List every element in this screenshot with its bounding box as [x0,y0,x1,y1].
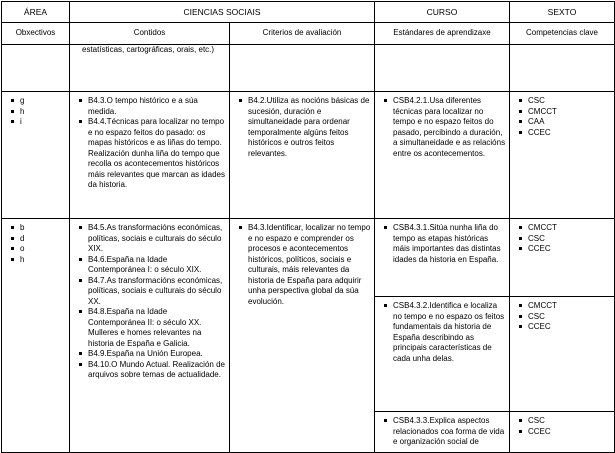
content-item: B4.8.España na Idade Contemporánea II: o século XX. Mulleres e homes relevantes na historia de España e Galicia. [79,307,226,349]
competence-item: CMCCT [519,223,611,234]
contents-continuation: estatísticas, cartográficas, orais, etc.) [82,45,215,54]
competences-list [513,96,611,138]
standard-item: CSB4.3.1.Sitúa nunha liña do tempo as etapas históricas máis importantes das distintas idades da historia en España. [384,223,506,265]
competence-item: CSC [519,416,611,427]
objective-item: i [11,117,66,128]
contents-cell [70,92,230,219]
standards-header: Estándares de aprendizaxe [375,23,510,45]
standard-item: CSB4.2.1.Usa diferentes técnicas para localizar no tempo e no espazo feitos do pasado, percibindo a duración, a simultaneidade e as relacións entre os acontecementos. [384,96,506,159]
standard-item: CSB4.3.2.Identifica e localiza no tempo e no espazo os feitos fundamentais da historia de España describindo as principais características de cada unha delas. [384,301,506,364]
standards-cell [375,92,510,219]
criterion-item: B4.3.Identificar, localizar no tempo e no espazo e comprender os procesos e acontecementos históricos, políticos, sociais e culturais, máis relevantes da historia de España para adquirir unha perspectiva global da súa evolución. [239,223,371,307]
competence-item: CMCCT [519,301,611,312]
objective-item: o [11,244,66,255]
standards-cell [375,219,510,297]
objective-item: h [11,107,66,118]
competences-list [513,223,611,255]
content-item: B4.9.España na Unión Europea. [79,349,226,360]
content-item: B4.5.As transformacións económicas, políticas, sociais e culturais do século XIX. [79,223,226,255]
objectives-list [5,96,66,128]
objectives-cell [2,219,70,453]
continuation-row [2,45,615,92]
subject-title: CIENCIAS SOCIAIS [70,2,375,23]
competence-item: CSC [519,96,611,107]
standards-list [378,223,506,265]
contents-header: Contidos [70,23,230,45]
course-label: CURSO [375,2,510,23]
competences-cell [510,92,615,219]
standards-cell [375,297,510,412]
area-label: ÁREA [2,2,70,23]
competences-list [513,416,611,437]
criteria-header: Criterios de avaliación [230,23,375,45]
competence-item: CSC [519,312,611,323]
objective-item: g [11,96,66,107]
objectives-list [5,223,66,265]
standards-list [378,416,506,448]
criteria-list [233,223,371,307]
competence-item: CCEC [519,322,611,333]
competences-cell [510,412,615,453]
competence-item: CAA [519,117,611,128]
objectives-header: Obxectivos [2,23,70,45]
content-item: B4.4.Técnicas para localizar no tempo e no espazo feitos do pasado: os mapas históricos e as liñas do tempo. Realización dunha liña do tempo que recolla os acontecementos históricos máis relevantes que marcan as idades da historia. [79,117,226,191]
content-item: B4.10.O Mundo Actual. Realización de arquivos sobre temas de actualidade. [79,360,226,381]
criteria-cell [230,92,375,219]
content-item: B4.3.O tempo histórico e a súa medida. [79,96,226,117]
contents-cell [70,219,230,453]
standards-cell [375,45,510,92]
standards-list [378,301,506,364]
contents-list [73,223,226,381]
objective-item: d [11,234,66,245]
competences-header: Competencias clave [510,23,615,45]
competence-item: CMCCT [519,107,611,118]
criteria-list [233,96,371,159]
standard-item: CSB4.3.3.Explica aspectos relacionados coa forma de vida e organización social de [384,416,506,448]
competence-item: CSC [519,234,611,245]
objective-item: b [11,223,66,234]
objective-item: h [11,255,66,266]
contents-list [73,96,226,191]
competence-item: CCEC [519,244,611,255]
block1-row [2,92,615,219]
block2-row [2,219,615,297]
subheader-row [2,23,615,45]
criteria-cell [230,219,375,453]
objectives-cell [2,92,70,219]
criteria-cell [230,45,375,92]
competences-cell [510,219,615,297]
standards-list [378,96,506,159]
competences-cell [510,45,615,92]
content-item: B4.6.España na Idade Contemporánea I: o século XIX. [79,255,226,276]
competence-item: CCEC [519,128,611,139]
objectives-cell [2,45,70,92]
competences-cell [510,297,615,412]
contents-cell [70,45,230,92]
content-item: B4.7.As transformacións económicas, políticas, sociais e culturais do século XX. [79,276,226,308]
header-row [2,2,615,23]
standards-cell [375,412,510,453]
competence-item: CCEC [519,427,611,438]
criterion-item: B4.2.Utiliza as nocións básicas de sucesión, duración e simultaneidade para ordenar temporalmente algúns feitos históricos e outros feitos relevantes. [239,96,371,159]
competences-list [513,301,611,333]
course-value: SEXTO [510,2,615,23]
curriculum-table [1,1,615,453]
